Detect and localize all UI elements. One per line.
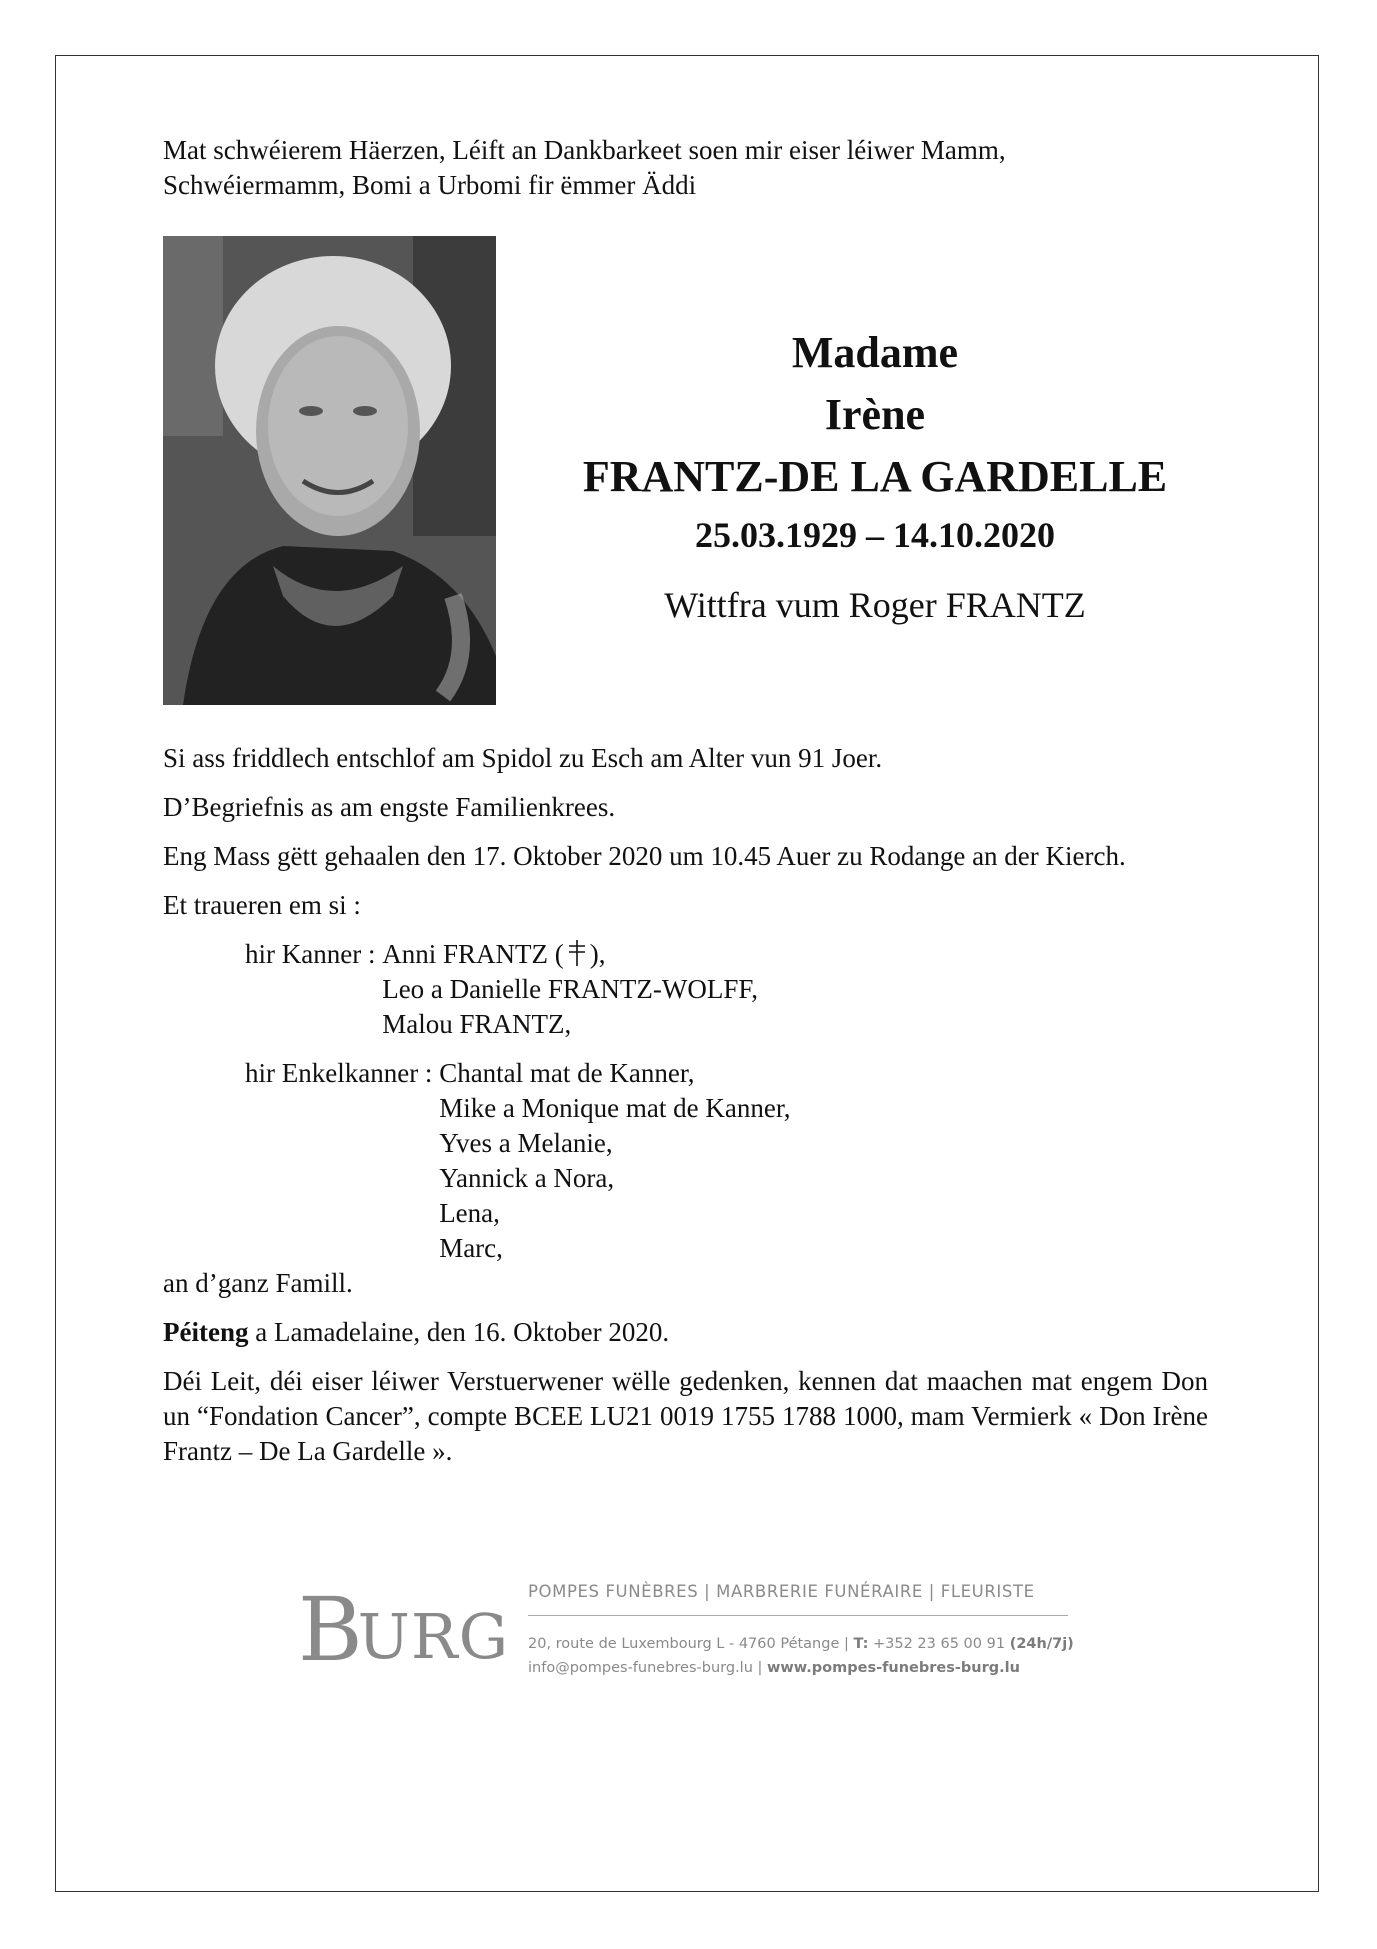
- whole-family: an d’ganz Famill.: [163, 1268, 353, 1298]
- grandchild-2: Mike a Monique mat de Kanner,: [439, 1093, 791, 1123]
- paragraph-funeral: D’Begriefnis as am engste Familienkrees.: [163, 792, 616, 822]
- intro-line-1: Mat schwéierem Häerzen, Léift an Dankbarkeet soen mir eiser léiwer Mamm,: [163, 135, 1006, 165]
- email-text: info@pompes-funebres-burg.lu |: [528, 1660, 768, 1676]
- announcement-body: [163, 741, 1208, 1483]
- grandchild-6: Marc,: [439, 1233, 503, 1263]
- first-name: Irène: [824, 390, 926, 439]
- double-cross-icon: [565, 939, 589, 967]
- children-label: hir Kanner :: [245, 939, 383, 969]
- burg-logo: BURG: [298, 1578, 510, 1681]
- donation-note: Déi Leit, déi eiser léiwer Verstuerwener wëlle gedenken, kennen dat maachen mat engem Don un “Fondation Cancer”, compte BCEE LU21 0019 1755 1788 1000, mam Vermierk « Don Irène Frantz – De La Gardelle ».: [163, 1366, 1208, 1466]
- child-3: Malou FRANTZ,: [382, 1009, 572, 1039]
- grandchild-5: Lena,: [439, 1198, 500, 1228]
- life-dates: 25.03.1929 – 14.10.2020: [695, 515, 1055, 555]
- surname: FRANTZ-DE LA GARDELLE: [582, 452, 1168, 501]
- services-line: POMPES FUNÈBRES | MARBRERIE FUNÉRAIRE | FLEURISTE: [528, 1582, 1035, 1601]
- grandchildren-list: [245, 1056, 1208, 1266]
- name-block: [530, 322, 1220, 630]
- place-rest: a Lamadelaine, den 16. Oktober 2020.: [248, 1317, 670, 1347]
- place-bold: Péiteng: [163, 1317, 249, 1347]
- address-line: 20, route de Luxembourg L - 4760 Pétange | T: +352 23 65 00 91 (24h/7j): [528, 1636, 1074, 1652]
- grandchild-1: Chantal mat de Kanner,: [439, 1058, 695, 1088]
- firm-details: [528, 1582, 1074, 1680]
- divider: [528, 1615, 1068, 1616]
- paragraph-mourners: Et traueren em si :: [163, 890, 361, 920]
- grandchild-3: Yves a Melanie,: [439, 1128, 613, 1158]
- grandchild-4: Yannick a Nora,: [439, 1163, 615, 1193]
- portrait-photo: [163, 236, 496, 705]
- funeral-home-footer: [290, 1572, 1090, 1692]
- child-2: Leo a Danielle FRANTZ-WOLFF,: [382, 974, 758, 1004]
- website-text: www.pompes-funebres-burg.lu: [767, 1660, 1020, 1676]
- paragraph-passing: Si ass friddlech entschlof am Spidol zu Esch am Alter vun 91 Joer.: [163, 743, 883, 773]
- honorific: Madame: [791, 328, 959, 377]
- portrait-illustration: [163, 236, 496, 705]
- contact-line: [528, 1656, 1068, 1680]
- paragraph-mass: Eng Mass gëtt gehaalen den 17. Oktober 2020 um 10.45 Auer zu Rodange an der Kierch.: [163, 841, 1126, 871]
- intro-text: [163, 133, 1213, 203]
- widow-of: Wittfra vum Roger FRANTZ: [664, 585, 1086, 625]
- children-list: [245, 937, 1208, 1042]
- child-1: Anni FRANTZ ( ),: [382, 939, 606, 969]
- grandchildren-label: hir Enkelkanner :: [245, 1058, 440, 1088]
- place-date: [163, 1315, 1208, 1350]
- intro-line-2: Schwéiermamm, Bomi a Urbomi fir ëmmer Äddi: [163, 170, 697, 200]
